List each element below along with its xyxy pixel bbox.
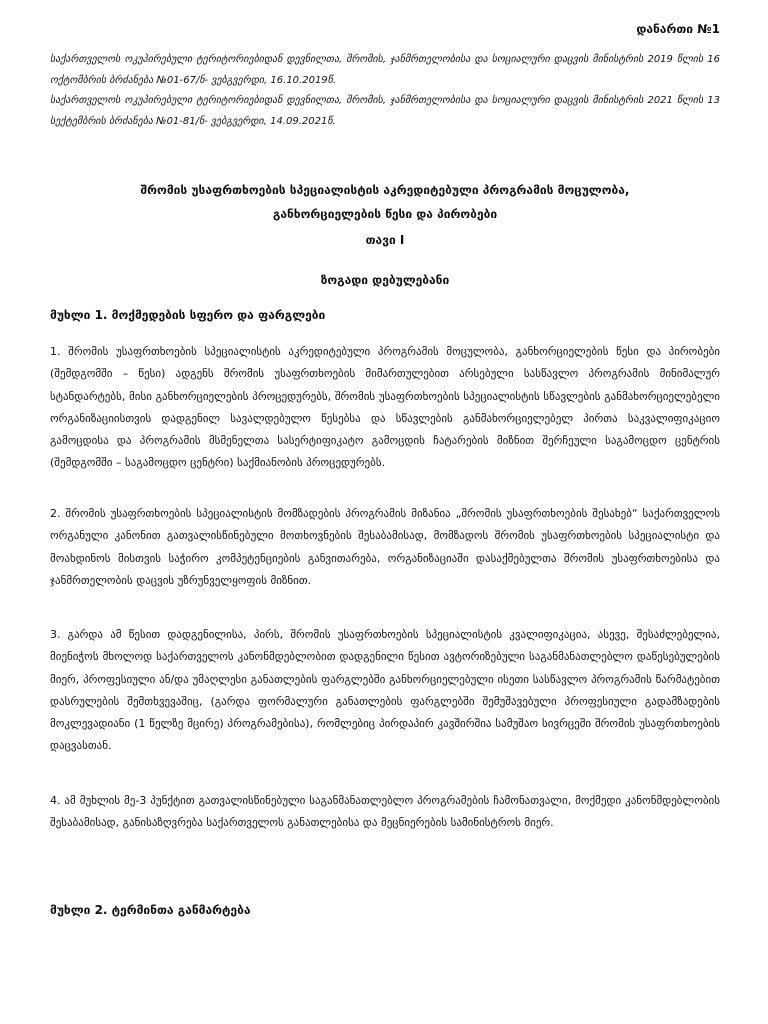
article-paragraph: 4. ამ მუხლის მე-3 პუნქტით გათვალისწინებული საგანმანათლებლო პროგრამების ჩამონათვალი, მოქმედი კანონმდებლობის შესაბამისად, განისაზღვრება საქართველოს განათლებისა და მეცნიერების სამინისტროს მიერ. — [50, 794, 720, 830]
article-paragraph: 2. შრომის უსაფრთხოების სპეციალისტის მომზადების პროგრამის მიზანია „შრომის უსაფრთხოების შესახებ“ საქართველოს ორგანული კანონით გათვალისწინებული მოთხოვნების შესაბამისად, მომზადოს შრომის უსაფრთხოების სპეციალისტი და მოახდინოს მისთვის საჭირო კომპეტენციების განვითარება, ორგანიზაციაში დასაქმებულთა შრომის უსაფრთხოებისა და ჯანმრთელობის დაცვის უზრუნველყოფის მიზნით. — [50, 507, 720, 587]
article-paragraph: 1. შრომის უსაფრთხოების სპეციალისტის აკრედიტებული პროგრამის მოცულობა, განხორციელების წესი და პირობები (შემდგომში – წესი) ადგენს შრომის უსაფრთხოების მიმართულებით არსებული სასწავლო პროგრამის მინიმალურ სტანდარტებს, მისი განხორციელების პროცედურებს, შრომის უსაფრთხოების სპეციალისტის სწავლების განმახორციელებელი ორგანიზაციისთვის დადგენილ სავალდებულო წესებსა და სწავლების განმახორციელებელ პირთა საკვალიფიკაციო გამოცდისა და პროგრამის მსმენელთა სასერტიფიკატო გამოცდის ჩატარების მიზნით შერჩეული საგამოცდო ცენტრის (შემდგომში – საგამოცდო ცენტრი) საქმიანობის პროცედურებს. — [50, 345, 720, 470]
document-page — [50, 0, 720, 1024]
chapter-number: თავი I — [365, 233, 405, 247]
article-heading: მუხლი 1. მოქმედების სფერო და ფარგლები — [50, 308, 326, 322]
article-paragraph: 3. გარდა ამ წესით დადგენილისა, პირს, შრომის უსაფრთხოების სპეციალისტის კვალიფიკაცია, ასევე, შესაძლებელია, მიენიჭოს მხოლოდ საქართველოს კანონმდებლობით დადგენილი წესით ავტორიზებული საგანმანათლებლო დაწესებულების მიერ, პროფესიული ან/და უმაღლესი განათლების ფარგლებში განხორციელებული ისეთი სასწავლო პროგრამის წარმატებით დასრულების შემთხვევაშიც, (გარდა ფორმალური განათლების ფარგლებში შემუშავებული პროფესიული გადამზადების მოკლევადიანი (1 წელზე მცირე) პროგრამებისა), რომლებიც პირდაპირ კავშირშია სამუშაო სივრცეში შრომის უსაფრთხოების დაცვასთან. — [50, 628, 720, 753]
annex-label: დანართი №1 — [636, 22, 720, 36]
amendment-notes — [50, 50, 720, 132]
document-title-line: შრომის უსაფრთხოების სპეციალისტის აკრედიტებული პროგრამის მოცულობა, — [140, 183, 630, 197]
amendment-note: საქართველოს ოკუპირებული ტერიტორიებიდან დევნილთა, შრომის, ჯანმრთელობისა და სოციალური დაცვის მინისტრის 2021 წლის 13 სექტემბრის ბრძანება №01-81/ნ- ვებგვერდი, 14.09.2021წ. — [50, 95, 720, 127]
document-title — [50, 178, 720, 226]
article-heading: მუხლი 2. ტერმინთა განმარტება — [50, 903, 251, 917]
amendment-note: საქართველოს ოკუპირებული ტერიტორიებიდან დევნილთა, შრომის, ჯანმრთელობისა და სოციალური დაცვის მინისტრის 2019 წლის 16 ოქტომბრის ბრძანება №01-67/ნ- ვებგვერდი, 16.10.2019წ. — [50, 54, 720, 86]
chapter-title: ზოგადი დებულებანი — [320, 273, 450, 287]
document-title-line: განხორციელების წესი და პირობები — [272, 207, 498, 221]
